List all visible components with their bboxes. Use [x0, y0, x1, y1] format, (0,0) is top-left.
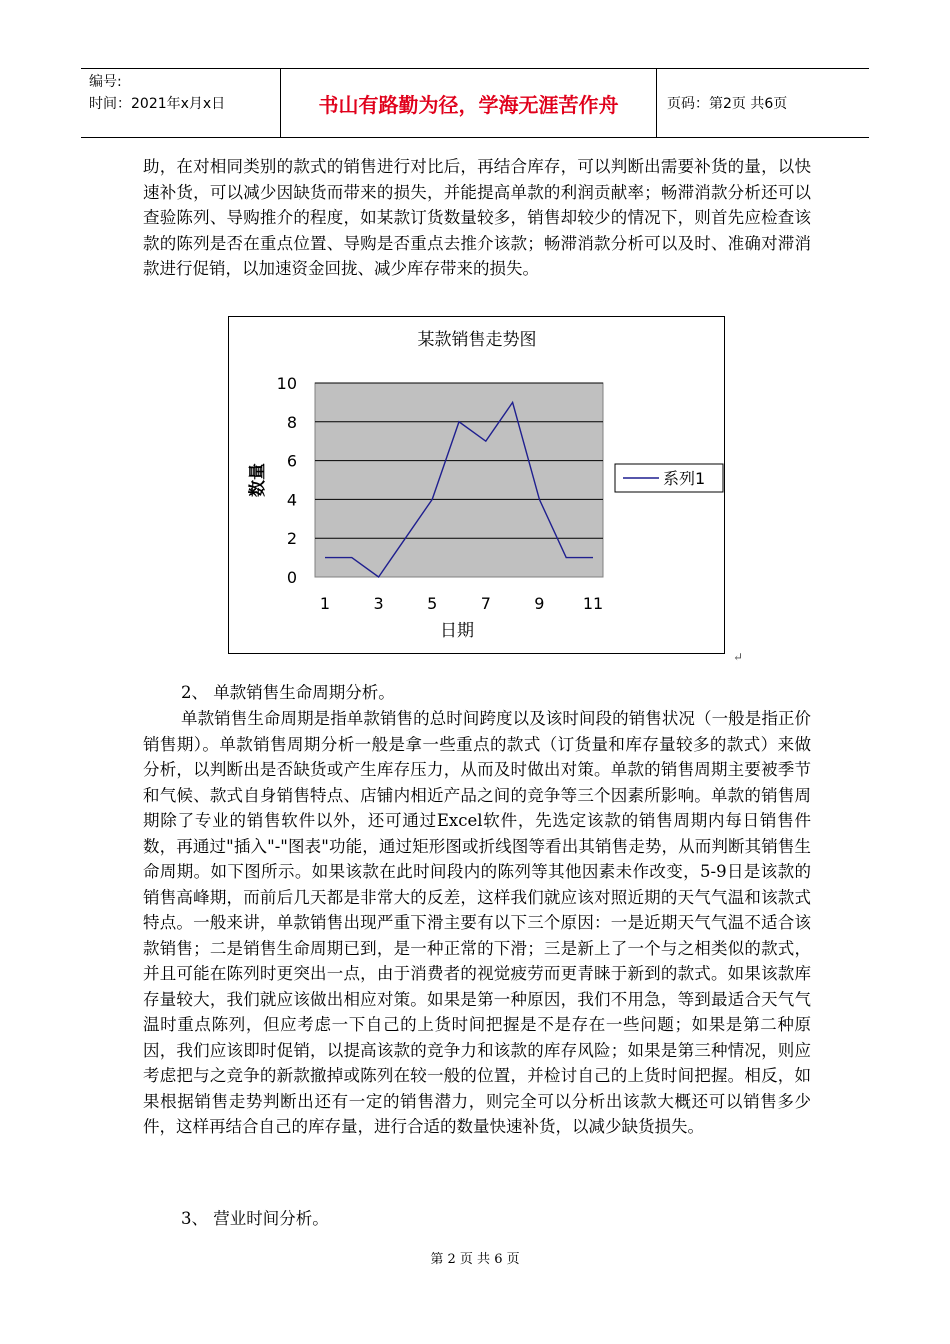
heading-section-2: 2、 单款销售生命周期分析。	[181, 683, 395, 702]
x-tick-label: 11	[582, 594, 604, 613]
header-page-info: 页码：第2页 共6页	[667, 96, 788, 112]
chart-svg	[229, 317, 724, 653]
y-tick-label: 8	[286, 412, 297, 432]
heading-section-3: 3、 营业时间分析。	[181, 1209, 329, 1228]
x-tick-label: 3	[373, 594, 384, 613]
header-meta	[81, 69, 281, 137]
legend	[615, 464, 723, 492]
y-tick-label: 10	[276, 374, 297, 393]
header-motto: 书山有路勤为径，学海无涯苦作舟	[281, 69, 657, 137]
legend-series-1-label: 系列1	[663, 469, 706, 488]
y-axis-label: 数量	[248, 463, 268, 497]
sales-trend-chart	[228, 316, 725, 654]
y-tick-label: 6	[286, 451, 297, 471]
chart-title: 某款销售走势图	[417, 330, 537, 350]
paragraph-sell-through-analysis: 助，在对相同类别的款式的销售进行对比后，再结合库存，可以判断出需要补货的量，以快速补货，可以减少因缺货而带来的损失，并能提高单款的利润贡献率；畅滞消款分析还可以查验陈列、导购推介的程度，如某款订货数量较多，销售却较少的情况下，则首先应检查该款的陈列是否在重点位置、导购是否重点去推介该款；畅滞消款分析可以及时、准确对滞消款进行促销，以加速资金回拢、减少库存带来的损失。	[143, 157, 811, 278]
x-tick-label: 9	[534, 594, 545, 613]
plot-area	[315, 383, 603, 577]
paragraph-lifecycle-analysis: 单款销售生命周期是指单款销售的总时间跨度以及该时间段的销售状况（一般是指正价销售期）。单款销售周期分析一般是拿一些重点的款式（订货量和库存量较多的款式）来做分析，以判断出是否缺货或产生库存压力，从而及时做出对策。单款的销售周期主要被季节和气候、款式自身销售特点、店铺内相近产品之间的竞争等三个因素所影响。单款的销售周期除了专业的销售软件以外，还可通过Excel软件，先选定该款的销售周期内每日销售件数，再通过"插入"-"图表"功能，通过矩形图或折线图等看出其销售走势，从而判断其销售生命周期。如下图所示。如果该款在此时间段内的陈列等其他因素未作改变，5-9日是该款的销售高峰期，而前后几天都是非常大的反差，这样我们就应该对照近期的天气气温和该款式特点。一般来讲，单款销售出现严重下滑主要有以下三个原因：一是近期天气气温不适合该款销售；二是销售生命周期已到，是一种正常的下滑；三是新上了一个与之相类似的款式，并且可能在陈列时更突出一点，由于消费者的视觉疲劳而更青睐于新到的款式。如果该款库存量较大，我们就应该做出相应对策。如果是第一种原因，我们不用急，等到最适合天气气温时重点陈列，但应考虑一下自己的上货时间把握是不是存在一些问题；如果是第二种原因，我们应该即时促销，以提高该款的竞争力和该款的库存风险；如果是第三种情况，则应考虑把与之竞争的新款撤掉或陈列在较一般的位置，并检讨自己的上货时间把握。相反，如果根据销售走势判断出还有一定的销售潜力，则完全可以分析出该款大概还可以销售多少件，这样再结合自己的库存量，进行合适的数量快速补货，以减少缺货损失。	[143, 709, 811, 1136]
x-tick-label: 1	[319, 594, 331, 613]
page-header	[81, 68, 869, 138]
x-axis-label: 日期	[440, 621, 474, 641]
y-tick-label: 4	[286, 490, 297, 510]
x-tick-label: 7	[480, 594, 491, 613]
document-time-label: 时间：2021年x月x日	[89, 96, 226, 112]
page-footer: 第 2 页 共 6 页	[430, 1252, 520, 1267]
return-mark: ↵	[733, 650, 744, 664]
y-tick-label: 2	[286, 529, 297, 549]
document-number-label: 编号:	[89, 74, 122, 90]
y-tick-label: 0	[286, 568, 297, 587]
x-tick-label: 5	[427, 594, 438, 613]
